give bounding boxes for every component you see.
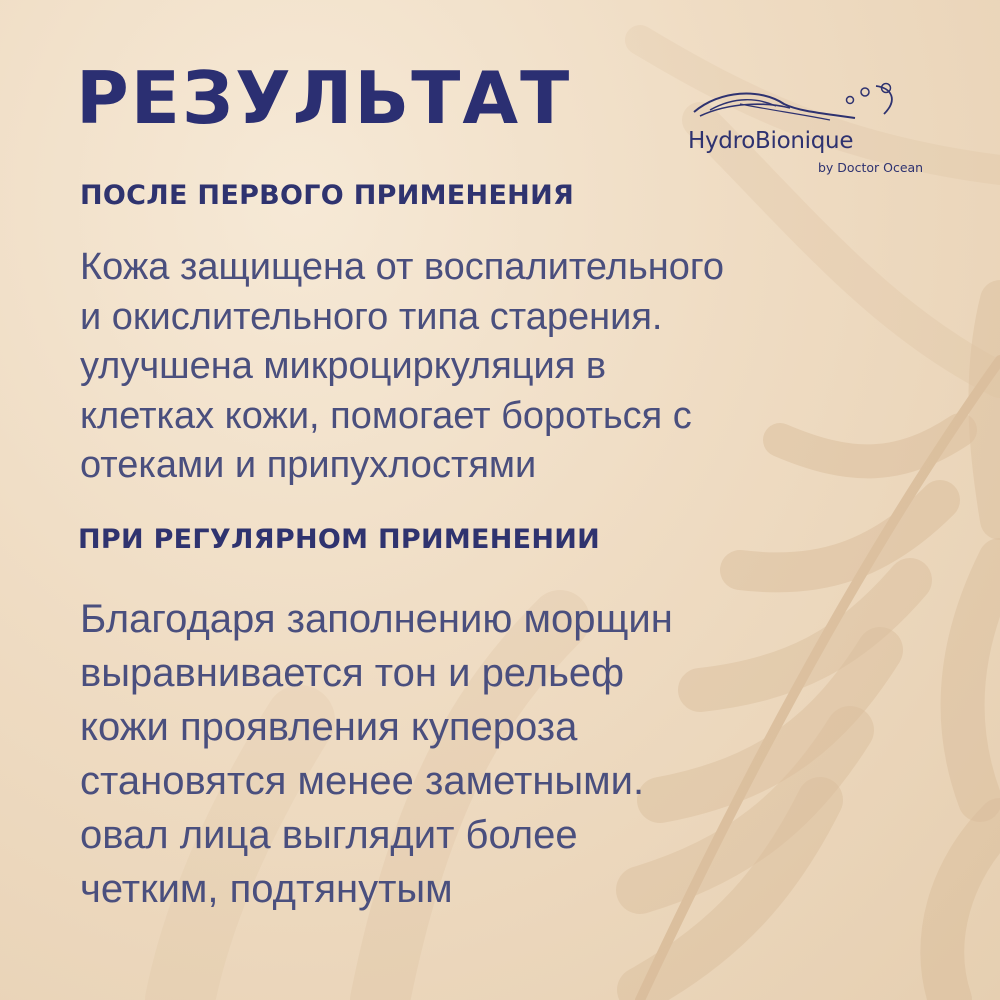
brand-name: HydroBionique	[688, 128, 854, 154]
text-line: становятся менее заметными.	[80, 759, 645, 803]
text-line: кожи проявления купероза	[80, 705, 578, 749]
text-line: четким, подтянутым	[80, 867, 453, 911]
brand-logo	[680, 80, 924, 180]
text-line: улучшена микроциркуляция в	[80, 345, 607, 387]
brand-tagline: by Doctor Ocean	[818, 160, 924, 175]
wave-bubbles-icon	[680, 80, 920, 128]
text-line: клетках кожи, помогает бороться с	[80, 394, 692, 437]
page-title: РЕЗУЛЬТАТ	[76, 56, 572, 140]
text-line: отеками и припухлостями	[80, 444, 537, 486]
text-line: и окислительного типа старения.	[80, 295, 663, 338]
text-line: Кожа защищена от воспалительного	[80, 246, 725, 288]
section-text-regular-use	[80, 592, 673, 916]
section-heading-regular-use: ПРИ РЕГУЛЯРНОМ ПРИМЕНЕНИИ	[78, 524, 601, 555]
text-line: овал лица выглядит более	[80, 813, 578, 857]
section-heading-first-use: ПОСЛЕ ПЕРВОГО ПРИМЕНЕНИЯ	[80, 180, 575, 211]
text-line: выравнивается тон и рельеф	[80, 651, 625, 695]
section-text-first-use	[80, 243, 724, 491]
text-line: Благодаря заполнению морщин	[80, 597, 673, 641]
